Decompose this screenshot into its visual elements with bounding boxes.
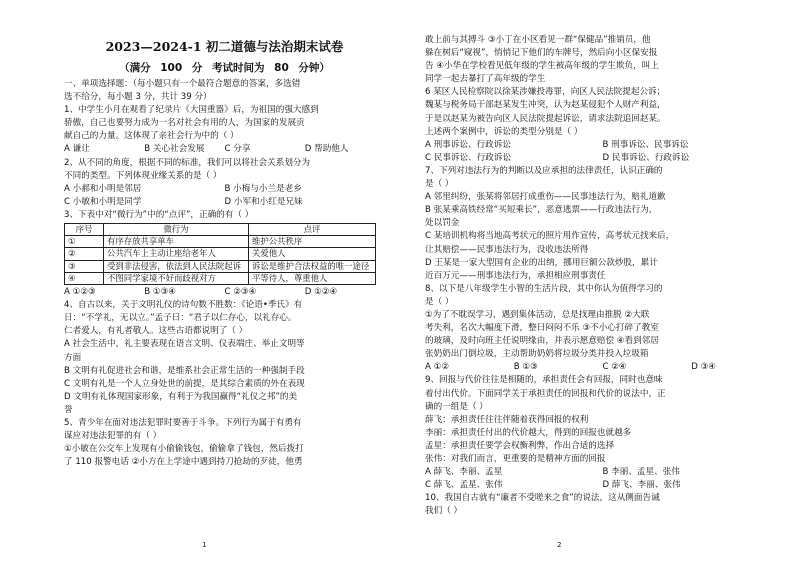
option-b: B 李丽、孟星、张伟 xyxy=(602,467,680,478)
text-line: 方面 xyxy=(64,352,82,363)
option-d: D 帮助他人 xyxy=(304,144,349,155)
text-line: 告 ④小华在学校看见低年级的学生被高年级的学生欺负，叫上 xyxy=(425,61,659,72)
option-c: C 分享 xyxy=(224,144,251,155)
question-block-7-8 xyxy=(425,165,780,361)
option-d: D ③④ xyxy=(691,362,717,373)
text-line: 考失利，名次大幅度下滑，整日闷闷不乐 ③不小心打碎了教室 xyxy=(425,323,659,334)
text-line: 让其赔偿——民事违法行为，没收违法所得 xyxy=(425,244,589,255)
option-c: C 薛飞、孟星、张伟 xyxy=(425,480,503,491)
table-cell: 有序存放共享单车 xyxy=(104,236,249,248)
text-line: 不同的类型。下列体现业缘关系的是（ ） xyxy=(64,170,222,181)
table-header-row xyxy=(65,224,376,236)
text-line: 1、中学生小月在观看了纪录片《大国重器》后，为祖国的强大感到 xyxy=(64,105,319,116)
question-block-9 xyxy=(425,374,780,466)
text-line: 是（ ） xyxy=(425,179,454,190)
table-header: 序号 xyxy=(65,224,104,236)
text-line: C 某培训机构将当地高考状元的照片用作宣传，高考状元找来后， xyxy=(425,231,675,242)
text-line: 李丽：承担责任付出的代价越大，得到的回报也就越多 xyxy=(425,427,632,438)
text-line: ①为了不耽误学习，遇到集体活动，总是找理由推脱 ②大联 xyxy=(425,309,650,320)
option-b: B 小梅与小兰是老乡 xyxy=(224,183,302,194)
table-cell: 公共汽车上主动让座给老年人 xyxy=(104,248,249,260)
table-row xyxy=(65,236,376,248)
exam-page-2 xyxy=(397,0,794,561)
text-line: 骄傲，自己也要努力成为一名对社会有用的人，为国家的发展贡 xyxy=(64,118,305,129)
q9-options-row1 xyxy=(425,466,780,479)
text-line: D 王某是一家大型国有企业的出纳，挪用巨额公款炒股，累计 xyxy=(425,257,658,268)
table-cell: ① xyxy=(65,236,104,248)
q2-options-row1 xyxy=(64,183,385,196)
text-line: B 文明有礼促进社会和谐，是维系社会正常生活的一种强制手段 xyxy=(64,365,305,376)
table-cell: 受到非法侵害，依法到人民法院起诉 xyxy=(104,260,249,272)
text-line: 孟星：承担责任要学会权衡利弊，作出合适的选择 xyxy=(425,440,615,451)
text-line: D 文明有礼体现国家形象，有利于为我国赢得“礼仪之邦”的美 xyxy=(64,391,298,402)
q3-options xyxy=(64,286,385,299)
text-line: 我们（ ） xyxy=(425,506,463,517)
table-cell: 平等待人，尊重他人 xyxy=(249,272,376,284)
text-line: 薛飞：承担责任往往伴随着获得回报的权利 xyxy=(425,414,589,425)
option-a: A 刑事诉讼、行政诉讼 xyxy=(425,139,511,150)
text-line: 4、自古以来，关于文明礼仪的诗句数不胜数：《论语•季氏》有 xyxy=(64,300,303,311)
option-a: A ①②③ xyxy=(64,287,96,298)
question-block-5-6 xyxy=(425,34,780,139)
table-row xyxy=(65,272,376,284)
text-line: 同学一起去暴打了高年级的学生 xyxy=(425,74,546,85)
text-line: 近百万元——刑事违法行为，承担相应刑事责任 xyxy=(425,270,606,281)
question-block-1 xyxy=(64,78,385,143)
option-d: D 薛飞、李丽、张伟 xyxy=(602,480,681,491)
page-number: 1 xyxy=(202,541,207,549)
table-cell: 维护公共秩序 xyxy=(249,236,376,248)
text-line: 敢上前与其搏斗 ③小丁在小区看见一群“保健品”推销员，他 xyxy=(425,35,651,45)
q2-options-row2 xyxy=(64,196,385,209)
exam-title: 2023—2024-1 初二道德与法治期末试卷 xyxy=(105,39,344,54)
text-line: 5、青少年在面对违法犯罪时要善于斗争。下列行为属于有勇有 xyxy=(64,417,302,428)
text-line: 处以罚金 xyxy=(425,218,460,229)
q3-stem: 3、下表中对“微行为”中的“点评”，正确的有（ ） xyxy=(64,209,254,220)
text-line: 10、我国自古就有“廉者不受嗟来之食”的说法，这从侧面告诫 xyxy=(425,493,660,504)
exam-subtitle: （满分 100 分 考试时间为 80 分钟） xyxy=(119,62,330,74)
text-line: 6 某区人民检察院以徐某涉嫌投毒罪，向区人民法院提起公诉； xyxy=(425,87,666,98)
text-line: 一、单项选择题：（每小题只有一个最符合题意的答案，多选错 xyxy=(64,79,301,89)
behavior-table xyxy=(64,223,376,285)
text-line: 仁者爱人，有礼者敬人。这些古语都说明了（ ） xyxy=(64,326,248,337)
option-c: C 民事诉讼、行政诉讼 xyxy=(425,152,512,163)
table-row xyxy=(65,248,376,260)
option-a: A ①② xyxy=(425,362,450,373)
q6-options-row2 xyxy=(425,152,780,165)
text-line: 誉 xyxy=(64,404,73,415)
text-line: 了 110 报警电话 ②小方在上学途中遇到持刀抢劫的歹徒，他勇 xyxy=(64,457,303,468)
text-line: 上述两个案例中，诉讼的类型分别是（ ） xyxy=(425,126,583,137)
table-cell: ④ xyxy=(65,272,104,284)
option-c: C 小敏和小明是同学 xyxy=(64,196,142,207)
table-row xyxy=(65,260,376,272)
text-line: 选不给分，每小题 3 分，共计 39 分） xyxy=(64,92,212,103)
text-line: C 文明有礼是一个人立身处世的前提，是其综合素质的外在表现 xyxy=(64,378,305,389)
text-line: 2、从不同的角度，根据不同的标准，我们可以将社会关系划分为 xyxy=(64,157,311,168)
text-line: 确的一组是（ ） xyxy=(425,401,488,412)
q6-options-row1 xyxy=(425,139,780,152)
text-line: 9、回报与代价往往是相随的，承担责任会有回报，同时也意味 xyxy=(425,375,663,386)
table-header: 点评 xyxy=(249,224,376,236)
text-line: 着付出代价。下面同学关于承担责任的回报和代价的说法中，正 xyxy=(425,388,666,399)
text-line: A 社会生活中，礼主要表现在语言文明、仪表端庄、举止文明等 xyxy=(64,339,305,350)
option-d: D 民事诉讼、行政诉讼 xyxy=(602,152,690,163)
q1-options xyxy=(64,143,385,156)
text-line: 8、以下是八年级学生小智的生活片段，其中你认为值得学习的 xyxy=(425,283,663,294)
option-b: B ①③④ xyxy=(144,287,176,298)
option-b: B ①③ xyxy=(513,362,538,373)
text-line: 是（ ） xyxy=(425,296,454,307)
text-line: ①小敏在公交车上发现有小偷偷钱包，偷偷拿了钱包，然后拨打 xyxy=(64,444,304,455)
table-cell: 不图同学家境不好而歧视对方 xyxy=(104,272,249,284)
option-c: C ②③④ xyxy=(224,287,257,298)
text-line: 魏某与税务局干部赵某发生冲突，认为赵某侵犯个人财产利益， xyxy=(425,100,666,111)
option-a: A 小郝和小明是邻居 xyxy=(64,183,142,194)
page-number: 2 xyxy=(557,541,562,549)
option-b: B 关心社会发展 xyxy=(144,144,205,155)
option-d: D ①②④ xyxy=(304,287,338,298)
text-line: 张奶奶出门倒垃圾，主动帮助奶奶将垃圾分类并投入垃圾箱 xyxy=(425,349,649,360)
text-line: 谋应对违法犯罪的有（ ） xyxy=(64,431,162,442)
text-line: 献自己的力量。这体现了亲社会行为中的（ ） xyxy=(64,131,239,142)
q8-options xyxy=(425,361,780,374)
option-a: A 薛飞、李丽、孟星 xyxy=(425,467,503,478)
option-d: D 小军和小红是兄妹 xyxy=(224,196,303,207)
text-line: 躲在树后“窥视”，悄悄记下他们的车牌号，然后向小区保安报 xyxy=(425,48,658,59)
question-block-4-5 xyxy=(64,299,385,469)
table-cell: ② xyxy=(65,248,104,260)
text-line: 7、下列对违法行为的判断以及应承担的法律责任，认识正确的 xyxy=(425,165,663,176)
text-line: 的玻璃，及时向班主任说明缘由，并表示愿意赔偿 ④看到邻居 xyxy=(425,336,659,347)
q9-options-row2 xyxy=(425,479,780,492)
text-line: 于是以赵某为被告向区人民法院提起诉讼，请求法院追回赵某。 xyxy=(425,113,666,124)
table-cell: 关爱他人 xyxy=(249,248,376,260)
text-line: 张伟：对我们而言，更重要的是精神方面的回报 xyxy=(425,454,606,464)
text-line: A 邻里纠纷，张某将邻居打成重伤——民事违法行为，赔礼道歉 xyxy=(425,192,666,203)
table-cell: 诉讼是维护合法权益的唯一途径 xyxy=(249,260,376,272)
text-line: B 张某乘高铁经常“买短乘长”，恶意逃票——行政违法行为， xyxy=(425,205,658,216)
option-b: B 刑事诉讼、民事诉讼 xyxy=(602,139,689,150)
table-cell: ③ xyxy=(65,260,104,272)
text-line: 日：“不学礼，无以立。”孟子曰：“君子以仁存心，以礼存心。 xyxy=(64,313,297,324)
table-header: 微行为 xyxy=(104,224,249,236)
option-c: C ②④ xyxy=(602,362,627,373)
option-a: A 谦让 xyxy=(64,144,90,155)
